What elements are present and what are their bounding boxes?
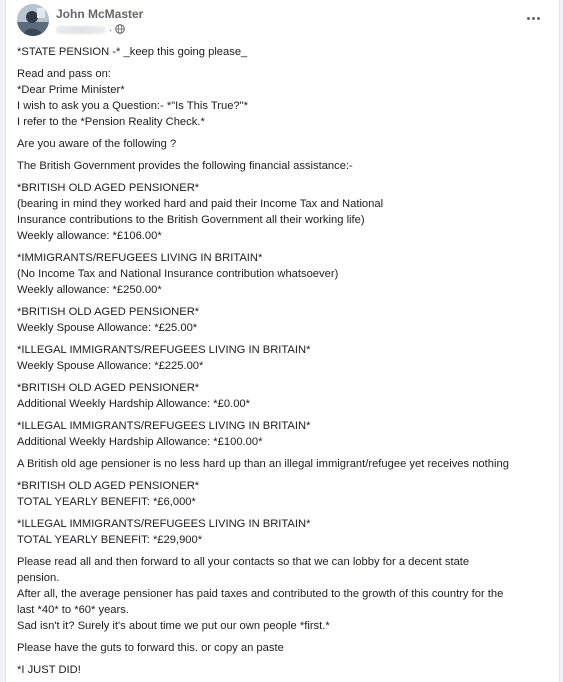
post-paragraph: *STATE PENSION -* _keep this going please_ xyxy=(17,46,248,58)
post-paragraph: Please have the guts to forward this. or copy an paste xyxy=(17,642,284,654)
post-paragraph: Please read all and then forward to all your contacts so that we can lobby for a decent state pension. After all, the average pensioner has paid taxes and contributed to the growth of this country for the last *40* to *60* years. Sad isn't it? Surely it's about time we put our own people *first.* xyxy=(17,556,504,632)
post-paragraph: *BRITISH OLD AGED PENSIONER* Additional Weekly Hardship Allowance: *£0.00* xyxy=(17,382,251,410)
avatar-photo xyxy=(17,4,49,36)
globe-icon xyxy=(115,24,125,37)
post-card xyxy=(5,0,560,682)
post-paragraph: *BRITISH OLD AGED PENSIONER* (bearing in mind they worked hard and paid their Income Tax and National Insurance contributions to the British Government all their working life) Weekly allowance: *£106.00* xyxy=(17,182,384,242)
post-paragraph: *ILLEGAL IMMIGRANTS/REFUGEES LIVING IN BRITAIN* TOTAL YEARLY BENEFIT: *£29,900* xyxy=(17,518,311,546)
post-paragraph: A British old age pensioner is no less hard up than an illegal immigrant/refugee yet receives nothing xyxy=(17,458,509,470)
post-paragraph: *ILLEGAL IMMIGRANTS/REFUGEES LIVING IN BRITAIN* Weekly Spouse Allowance: *£225.00* xyxy=(17,344,311,372)
meta-separator: · xyxy=(109,24,113,36)
avatar[interactable] xyxy=(17,4,49,36)
post-paragraph: *BRITISH OLD AGED PENSIONER* Weekly Spouse Allowance: *£25.00* xyxy=(17,306,200,334)
post-meta xyxy=(56,23,125,37)
timestamp[interactable] xyxy=(56,26,106,34)
post-paragraph: *IMMIGRANTS/REFUGEES LIVING IN BRITAIN* (No Income Tax and National Insurance contribution whatsoever) Weekly allowance: *£250.00* xyxy=(17,252,339,296)
post-text xyxy=(17,44,555,682)
post-paragraph: *ILLEGAL IMMIGRANTS/REFUGEES LIVING IN BRITAIN* Additional Weekly Hardship Allowance: *£100.00* xyxy=(17,420,311,448)
post-paragraph: Are you aware of the following ? xyxy=(17,138,177,150)
more-options-icon[interactable] xyxy=(521,6,545,30)
author-name[interactable]: John McMaster xyxy=(56,7,144,21)
post-paragraph: Read and pass on: *Dear Prime Minister* I wish to ask you a Question:- *"Is This True?"* I refer to the *Pension Reality Check.* xyxy=(17,68,248,128)
post-paragraph: *I JUST DID! xyxy=(17,664,81,676)
post-paragraph: The British Government provides the following financial assistance:- xyxy=(17,160,353,172)
post-paragraph: *BRITISH OLD AGED PENSIONER* TOTAL YEARLY BENEFIT: *£6,000* xyxy=(17,480,200,508)
